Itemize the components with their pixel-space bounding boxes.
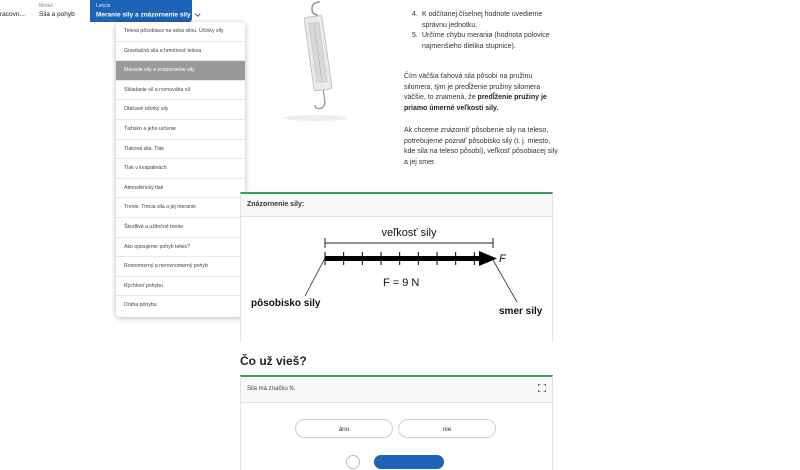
chevron-down-icon[interactable] <box>194 10 202 18</box>
menu-item[interactable]: Gravitačná sila a hmotnosť telesa <box>116 42 245 62</box>
force-value-label: F = 9 N <box>383 277 420 289</box>
step-text: K odčítanej číselnej hodnote uvedieme správnu jednotku. <box>422 11 543 29</box>
paragraph-force: Ak chceme znázorniť pôsobenie sily na teleso, potrebujeme poznať pôsobisko sily (t. j. miesto, kde sila na teleso pôsobí), veľkosť pôsobiacej sily a jej smer. <box>404 127 558 166</box>
breadcrumb-modul[interactable] <box>39 0 89 22</box>
menu-item[interactable]: Dráha pohybu <box>124 302 157 309</box>
force-f-label: F <box>499 253 506 265</box>
steps-list <box>412 10 562 52</box>
menu-item[interactable]: Rovnomerný a nerovnomerný pohyb <box>116 257 245 277</box>
size-label: veľkosť sily <box>381 227 437 239</box>
paragraph-bold-text: predĺženie pružiny je priamo úmerné veľkosti sily. <box>404 94 547 112</box>
spring-scale-illustration <box>270 0 380 125</box>
quiz-title: Čo už vieš? <box>240 354 307 368</box>
breadcrumb-modul-label: Sila a pohyb <box>39 11 75 18</box>
answer-no-button[interactable]: nie <box>398 419 496 438</box>
breadcrumb-lekcia-label <box>96 11 202 19</box>
list-item <box>412 10 562 31</box>
list-item <box>412 31 562 52</box>
force-arrow-head <box>479 251 497 266</box>
menu-item[interactable]: Tlak v kvapalinách <box>116 159 245 179</box>
menu-item[interactable]: Ťažisko a jeho určenie <box>116 120 245 140</box>
menu-item[interactable]: Skladanie síl a rovnováha síl <box>116 81 245 101</box>
figure-header: Znázornenie sily: <box>241 194 552 217</box>
menu-item[interactable]: Trenie. Trecia sila a jej meranie <box>116 198 245 218</box>
menu-item[interactable]: Meranie sily a znázornenie sily <box>116 61 245 81</box>
paragraph-text: Čím väčšia ťahová sila pôsobí na pružinu silomera, tým je predĺženie pružiny silomera väčšie, to znamená, že <box>404 73 541 102</box>
menu-item[interactable]: Ako opisujeme pohyb telies? <box>116 238 245 258</box>
step-number: 5. <box>412 32 418 39</box>
reset-icon[interactable] <box>346 455 360 469</box>
menu-item[interactable]: Rýchlosť pohybu <box>116 277 245 297</box>
breadcrumb-lekcia-text: Meranie sily a znázornenie sily <box>96 11 191 19</box>
menu-item[interactable]: Atmosférický tlak <box>116 179 245 199</box>
menu-item[interactable]: Otáčavé účinky sily <box>116 100 245 120</box>
quiz-question: Sila má značku N. <box>241 377 552 403</box>
origin-pointer <box>305 258 325 296</box>
force-figure <box>240 192 553 342</box>
breadcrumb-first[interactable] <box>0 0 30 22</box>
menu-item[interactable]: Škodlivé a užitočné trenie <box>116 218 245 238</box>
origin-label: pôsobisko sily <box>251 298 321 309</box>
breadcrumb-lekcia-caption: Lekcia <box>96 3 111 9</box>
expand-icon[interactable] <box>538 384 546 392</box>
submit-button[interactable] <box>374 455 444 469</box>
lesson-dropdown-menu <box>116 22 245 317</box>
breadcrumb-lekcia[interactable] <box>90 0 192 22</box>
breadcrumb-first-label: racovn... <box>0 11 25 18</box>
direction-pointer <box>493 260 517 302</box>
answer-yes-button[interactable]: áno <box>295 419 393 438</box>
paragraph-spring <box>404 72 560 114</box>
step-text: Určíme chybu merania (hodnota polovice najmenšieho dielika stupnice). <box>422 32 550 50</box>
menu-item[interactable]: Telesá pôsobiace na seba silou. Účinky sily <box>116 22 245 42</box>
force-diagram <box>241 216 552 342</box>
menu-item[interactable]: Tlaková sila. Tlak <box>116 140 245 160</box>
breadcrumb-modul-caption: Modul <box>39 3 53 9</box>
breadcrumb <box>0 0 260 22</box>
step-number: 4. <box>412 11 418 18</box>
direction-label: smer sily <box>499 306 543 317</box>
force-arrow-shaft <box>325 256 481 261</box>
